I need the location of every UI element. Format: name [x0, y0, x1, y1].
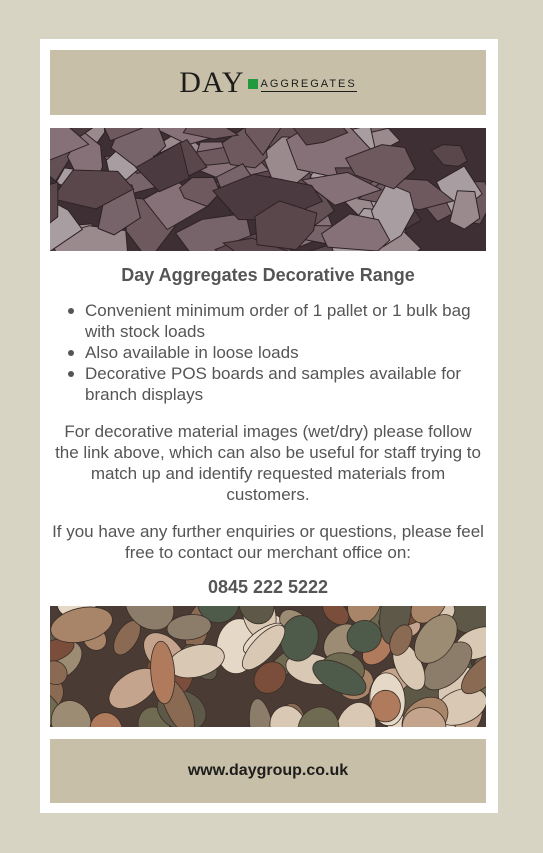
header-banner [50, 50, 486, 115]
bullet-icon [68, 350, 74, 356]
list-item [85, 300, 486, 342]
email-card [40, 39, 498, 813]
feature-list [50, 300, 486, 405]
logo-day-text: DAY [179, 65, 245, 99]
main-content [50, 261, 486, 598]
logo-green-square [248, 79, 258, 89]
page-title: Day Aggregates Decorative Range [121, 265, 415, 285]
website-link[interactable]: www.daygroup.co.uk [187, 762, 349, 779]
list-item-text: Decorative POS boards and samples available for branch displays [85, 364, 462, 404]
bullet-icon [68, 308, 74, 314]
list-item-text: Also available in loose loads [85, 343, 299, 362]
pebbles-photo [50, 606, 486, 727]
list-item-text: Convenient minimum order of 1 pallet or 1 bulk bag with stock loads [85, 301, 471, 341]
logo-aggregates-text: AGGREGATES [260, 77, 357, 90]
contact-paragraph: If you have any further enquiries or questions, please feel free to contact our merchant office on: [52, 522, 484, 562]
phone-number[interactable]: 0845 222 5222 [207, 577, 329, 597]
images-info-paragraph: For decorative material images (wet/dry) please follow the link above, which can also be useful for staff trying to match up and identify requested materials from customers. [55, 422, 481, 504]
bullet-icon [68, 371, 74, 377]
list-item [85, 342, 486, 363]
list-item [85, 363, 486, 405]
footer-banner [50, 739, 486, 803]
day-aggregates-logo[interactable] [179, 65, 357, 99]
slate-chippings-photo [50, 128, 486, 251]
